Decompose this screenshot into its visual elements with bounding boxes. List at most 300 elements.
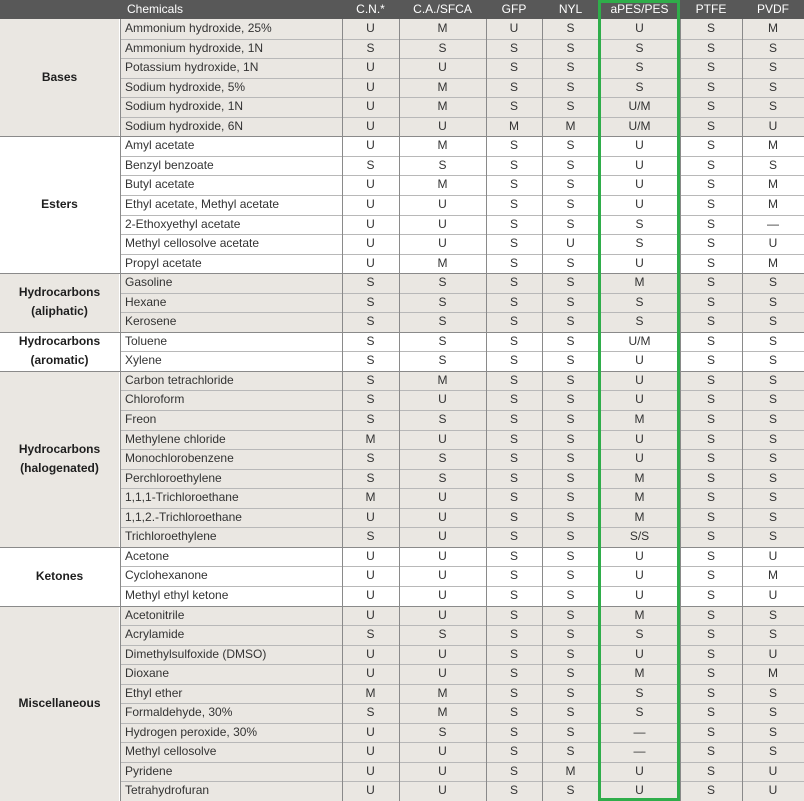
rating-cell: S xyxy=(706,138,715,153)
rating-cell: S xyxy=(742,449,804,469)
rating-cell: M xyxy=(342,430,399,450)
rating-cell: S xyxy=(742,606,804,626)
rating-cell: U xyxy=(635,196,644,211)
rating-cell: S xyxy=(706,353,715,368)
rating-cell: U xyxy=(635,255,644,270)
rating-cell: S xyxy=(680,78,742,98)
rating-cell: S xyxy=(680,508,742,528)
rating-cell: S xyxy=(742,703,804,723)
rating-cell: S xyxy=(342,371,399,391)
category-name-line: Esters xyxy=(41,197,78,212)
rating-cell: S xyxy=(509,548,518,563)
rating-cell: M xyxy=(399,684,486,704)
rating-cell: S xyxy=(680,684,742,704)
rating-cell: S xyxy=(542,781,599,801)
rating-cell: U xyxy=(438,587,447,602)
rating-cell: S xyxy=(706,236,715,251)
row-divider xyxy=(120,254,804,255)
row-divider xyxy=(120,390,804,391)
rating-cell: M xyxy=(768,255,778,270)
row-divider xyxy=(120,312,804,313)
rating-cell: S xyxy=(509,255,518,270)
rating-cell: U xyxy=(342,58,399,78)
rating-cell: S xyxy=(399,723,486,743)
rating-cell: U/M xyxy=(599,117,680,137)
chemical-name: Dimethylsulfoxide (DMSO) xyxy=(120,645,342,665)
rating-cell: U xyxy=(366,177,375,192)
rating-cell: U xyxy=(599,430,680,450)
rating-cell: U xyxy=(742,117,804,137)
rating-cell: S xyxy=(566,255,575,270)
row-divider xyxy=(120,410,804,411)
rating-cell: S xyxy=(680,527,742,547)
rating-cell: U xyxy=(342,508,399,528)
rating-cell: S xyxy=(509,216,518,231)
rating-cell: M xyxy=(599,606,680,626)
column-header-pvdf: PVDF xyxy=(756,2,789,16)
rating-cell: M xyxy=(742,19,804,39)
column-divider xyxy=(486,19,487,801)
chemical-name: Methyl cellosolve xyxy=(120,742,342,762)
rating-cell: S xyxy=(566,353,575,368)
rating-cell: — xyxy=(767,216,779,231)
rating-cell: M xyxy=(742,664,804,684)
rating-cell: S xyxy=(742,684,804,704)
category-name-line: Ketones xyxy=(35,568,84,583)
rating-cell: S xyxy=(680,39,742,59)
rating-cell: S xyxy=(509,236,518,251)
rating-cell: S xyxy=(486,762,542,782)
column-divider xyxy=(120,19,121,801)
rating-cell: M xyxy=(542,762,599,782)
rating-cell: U xyxy=(635,177,644,192)
rating-cell: U xyxy=(438,216,447,231)
rating-cell: S xyxy=(438,333,447,348)
rating-cell: M xyxy=(599,469,680,489)
rating-cell: U xyxy=(342,664,399,684)
rating-cell: S xyxy=(599,78,680,98)
rating-cell: S xyxy=(742,273,804,293)
rating-cell: S xyxy=(542,58,599,78)
chemical-name: Xylene xyxy=(125,353,162,368)
rating-cell: S xyxy=(486,469,542,489)
rating-cell: S xyxy=(680,625,742,645)
rating-cell: S xyxy=(486,312,542,332)
rating-cell: S xyxy=(706,255,715,270)
row-divider xyxy=(120,664,804,665)
rating-cell: S xyxy=(366,333,375,348)
chemical-name: Hydrogen peroxide, 30% xyxy=(120,723,342,743)
chemical-name: Sodium hydroxide, 5% xyxy=(120,78,342,98)
rating-cell: — xyxy=(599,742,680,762)
rating-cell: M xyxy=(599,410,680,430)
category-name xyxy=(36,567,83,586)
rating-cell: U xyxy=(635,353,644,368)
chemical-name: Freon xyxy=(120,410,342,430)
rating-cell: S xyxy=(509,353,518,368)
rating-cell: S xyxy=(542,645,599,665)
rating-cell: S xyxy=(680,469,742,489)
rating-cell: U xyxy=(399,527,486,547)
row-divider xyxy=(120,684,804,685)
rating-cell: U xyxy=(342,606,399,626)
rating-cell: S xyxy=(342,390,399,410)
rating-cell: U xyxy=(635,587,644,602)
rating-cell: U xyxy=(635,548,644,563)
rating-cell: S xyxy=(486,606,542,626)
rating-cell: S xyxy=(635,236,644,251)
rating-cell: U xyxy=(366,568,375,583)
rating-cell: U xyxy=(366,236,375,251)
chemical-name: Ethyl ether xyxy=(120,684,342,704)
rating-cell: S xyxy=(399,273,486,293)
rating-cell: U xyxy=(399,508,486,528)
rating-cell: U xyxy=(342,97,399,117)
rating-cell: U xyxy=(768,548,778,563)
row-divider xyxy=(120,508,804,509)
row-divider xyxy=(120,430,804,431)
rating-cell: U xyxy=(366,196,375,211)
rating-cell: U xyxy=(599,781,680,801)
rating-cell: S/S xyxy=(599,527,680,547)
rating-cell: M xyxy=(768,196,778,211)
rating-cell: U/M xyxy=(628,333,651,348)
rating-cell: S xyxy=(486,293,542,313)
category-name-line: (aromatic) xyxy=(30,353,89,368)
rating-cell: S xyxy=(542,742,599,762)
rating-cell: M xyxy=(768,138,778,153)
rating-cell: S xyxy=(509,157,518,172)
rating-cell: M xyxy=(486,117,542,137)
chemical-name: Ammonium hydroxide, 25% xyxy=(120,19,342,39)
rating-cell: S xyxy=(680,664,742,684)
category-name xyxy=(41,195,78,214)
category-name-line: (halogenated) xyxy=(20,460,99,475)
rating-cell: S xyxy=(438,353,447,368)
rating-cell: S xyxy=(542,469,599,489)
rating-cell: S xyxy=(566,177,575,192)
rating-cell: U xyxy=(438,196,447,211)
row-divider xyxy=(120,527,804,528)
rating-cell: S xyxy=(542,664,599,684)
column-header-ptfe: PTFE xyxy=(695,2,727,16)
rating-cell: M xyxy=(437,138,448,153)
rating-cell: S xyxy=(742,293,804,313)
rating-cell: U xyxy=(399,762,486,782)
row-divider xyxy=(120,234,804,235)
row-divider xyxy=(120,469,804,470)
rating-cell: U xyxy=(599,645,680,665)
category-name xyxy=(19,332,100,370)
rating-cell: U xyxy=(399,58,486,78)
rating-cell: S xyxy=(542,78,599,98)
rating-cell: U xyxy=(342,723,399,743)
rating-cell: S xyxy=(486,390,542,410)
row-divider xyxy=(120,293,804,294)
rating-cell: S xyxy=(599,703,680,723)
rating-cell: S xyxy=(680,19,742,39)
rating-cell: S xyxy=(680,488,742,508)
rating-cell: S xyxy=(342,39,399,59)
chemical-name: 1,1,1-Trichloroethane xyxy=(120,488,342,508)
rating-cell: U xyxy=(366,587,375,602)
rating-cell: U xyxy=(366,216,375,231)
rating-cell: S xyxy=(509,587,518,602)
rating-cell: S xyxy=(542,390,599,410)
rating-cell: S xyxy=(486,371,542,391)
category-name xyxy=(19,283,100,321)
row-divider xyxy=(120,39,804,40)
rating-cell: S xyxy=(680,723,742,743)
category-name-line: Hydrocarbons xyxy=(18,441,101,456)
rating-cell: S xyxy=(742,410,804,430)
column-divider xyxy=(342,19,343,801)
rating-cell: M xyxy=(399,78,486,98)
rating-cell: M xyxy=(768,177,778,192)
rating-cell: S xyxy=(566,548,575,563)
chemical-name: Amyl acetate xyxy=(125,138,195,153)
rating-cell: S xyxy=(486,625,542,645)
rating-cell: U xyxy=(399,606,486,626)
rating-cell: U xyxy=(399,645,486,665)
rating-cell: U xyxy=(486,19,542,39)
row-divider xyxy=(120,351,804,352)
chemical-name: Perchloroethylene xyxy=(120,469,342,489)
rating-cell: S xyxy=(399,410,486,430)
rating-cell: S xyxy=(742,508,804,528)
row-divider xyxy=(120,781,804,782)
rating-cell: S xyxy=(342,293,399,313)
chemical-name: Acetone xyxy=(125,548,170,563)
category-label xyxy=(0,136,119,273)
chemical-name: Propyl acetate xyxy=(125,255,202,270)
category-name-line: Bases xyxy=(41,70,78,85)
rating-cell: U xyxy=(599,449,680,469)
rating-cell: S xyxy=(680,606,742,626)
rating-cell: S xyxy=(486,97,542,117)
rating-cell: U xyxy=(438,236,447,251)
rating-cell: M xyxy=(542,117,599,137)
row-divider xyxy=(120,645,804,646)
rating-cell: U xyxy=(399,488,486,508)
rating-cell: S xyxy=(542,606,599,626)
rating-cell: M xyxy=(342,488,399,508)
category-label xyxy=(0,371,119,547)
rating-cell: M xyxy=(399,19,486,39)
rating-cell: S xyxy=(486,527,542,547)
chemical-name: Chloroform xyxy=(120,390,342,410)
rating-cell: S xyxy=(566,216,575,231)
rating-cell: S xyxy=(486,723,542,743)
category-label xyxy=(0,332,119,371)
rating-cell: S xyxy=(342,703,399,723)
rating-cell: S xyxy=(706,333,715,348)
rating-cell: S xyxy=(599,58,680,78)
rating-cell: S xyxy=(542,684,599,704)
rating-cell: S xyxy=(680,390,742,410)
rating-cell: S xyxy=(566,196,575,211)
rating-cell: S xyxy=(566,333,575,348)
row-divider xyxy=(120,156,804,157)
row-divider xyxy=(120,97,804,98)
rating-cell: S xyxy=(768,353,777,368)
rating-cell: U xyxy=(599,19,680,39)
column-divider xyxy=(680,19,681,801)
rating-cell: S xyxy=(742,742,804,762)
chemical-name: Formaldehyde, 30% xyxy=(120,703,342,723)
category-label xyxy=(0,273,119,332)
rating-cell: S xyxy=(542,273,599,293)
rating-cell: U xyxy=(342,781,399,801)
row-divider xyxy=(120,117,804,118)
category-name-line: Miscellaneous xyxy=(18,695,101,710)
rating-cell: S xyxy=(542,293,599,313)
rating-cell: S xyxy=(542,625,599,645)
rating-cell: S xyxy=(680,410,742,430)
rating-cell: S xyxy=(706,548,715,563)
chemical-name: Tetrahydrofuran xyxy=(120,781,342,801)
rating-cell: S xyxy=(680,703,742,723)
rating-cell: S xyxy=(742,390,804,410)
row-divider xyxy=(120,586,804,587)
rating-cell: U xyxy=(366,255,375,270)
rating-cell: S xyxy=(399,625,486,645)
rating-cell: U xyxy=(635,568,644,583)
category-name xyxy=(42,68,77,87)
rating-cell: U xyxy=(438,568,447,583)
rating-cell: S xyxy=(438,157,447,172)
rating-cell: S xyxy=(706,568,715,583)
rating-cell: S xyxy=(706,157,715,172)
rating-cell: U xyxy=(399,664,486,684)
rating-cell: S xyxy=(486,39,542,59)
rating-cell: S xyxy=(542,312,599,332)
rating-cell: M xyxy=(599,508,680,528)
rating-cell: U xyxy=(366,548,375,563)
rating-cell: S xyxy=(509,196,518,211)
row-divider xyxy=(120,742,804,743)
rating-cell: U xyxy=(399,117,486,137)
rating-cell: U xyxy=(768,236,778,251)
rating-cell: S xyxy=(566,587,575,602)
column-divider xyxy=(542,19,543,801)
chemical-name: Cyclohexanone xyxy=(125,568,208,583)
rating-cell: S xyxy=(542,410,599,430)
rating-cell: S xyxy=(486,664,542,684)
row-divider xyxy=(120,566,804,567)
rating-cell: S xyxy=(486,273,542,293)
rating-cell: S xyxy=(486,703,542,723)
rating-cell: S xyxy=(680,312,742,332)
chemical-name: Trichloroethylene xyxy=(120,527,342,547)
rating-cell: S xyxy=(742,488,804,508)
row-divider xyxy=(120,58,804,59)
rating-cell: S xyxy=(706,177,715,192)
rating-cell: U xyxy=(599,390,680,410)
chemical-name: 1,1,2.-Trichloroethane xyxy=(120,508,342,528)
rating-cell: S xyxy=(599,625,680,645)
rating-cell: S xyxy=(680,117,742,137)
rating-cell: M xyxy=(342,684,399,704)
category-label xyxy=(0,606,119,801)
rating-cell: S xyxy=(399,449,486,469)
rating-cell: S xyxy=(486,430,542,450)
rating-cell: S xyxy=(680,781,742,801)
rating-cell: S xyxy=(566,568,575,583)
rating-cell: S xyxy=(542,723,599,743)
rating-cell: S xyxy=(486,78,542,98)
rating-cell: S xyxy=(342,625,399,645)
chemical-name: Ammonium hydroxide, 1N xyxy=(120,39,342,59)
rating-cell: S xyxy=(742,58,804,78)
column-header-nyl: NYL xyxy=(558,2,583,16)
rating-cell: U xyxy=(742,781,804,801)
rating-cell: S xyxy=(680,293,742,313)
category-name-line: Hydrocarbons xyxy=(18,285,101,300)
chemical-name: Acrylamide xyxy=(120,625,342,645)
category-label xyxy=(0,19,119,136)
rating-cell: S xyxy=(509,138,518,153)
rating-cell: S xyxy=(509,177,518,192)
column-header-gfp: GFP xyxy=(501,2,527,16)
rating-cell: U xyxy=(438,548,447,563)
rating-cell: S xyxy=(742,78,804,98)
rating-cell: S xyxy=(599,39,680,59)
rating-cell: S xyxy=(680,645,742,665)
rating-cell: S xyxy=(366,353,375,368)
rating-cell: U xyxy=(342,78,399,98)
rating-cell: S xyxy=(486,742,542,762)
chemical-name: Monochlorobenzene xyxy=(120,449,342,469)
rating-cell: U xyxy=(599,762,680,782)
rating-cell: U xyxy=(366,138,375,153)
chemical-name: Acetonitrile xyxy=(120,606,342,626)
rating-cell: S xyxy=(542,19,599,39)
rating-cell: S xyxy=(599,684,680,704)
rating-cell: S xyxy=(742,723,804,743)
rating-cell: S xyxy=(509,333,518,348)
rating-cell: M xyxy=(599,273,680,293)
row-divider xyxy=(120,723,804,724)
rating-cell: U xyxy=(342,117,399,137)
rating-cell: S xyxy=(342,527,399,547)
rating-cell: S xyxy=(486,645,542,665)
rating-cell: S xyxy=(486,508,542,528)
category-name-line: (aliphatic) xyxy=(31,304,88,319)
rating-cell: U xyxy=(742,762,804,782)
rating-cell: S xyxy=(706,216,715,231)
rating-cell: S xyxy=(566,157,575,172)
rating-cell: U xyxy=(768,587,778,602)
rating-cell: S xyxy=(399,312,486,332)
rating-cell: M xyxy=(399,97,486,117)
rating-cell: S xyxy=(742,527,804,547)
rating-cell: S xyxy=(542,371,599,391)
category-label xyxy=(0,547,119,606)
chemical-name: Dioxane xyxy=(120,664,342,684)
rating-cell: S xyxy=(542,508,599,528)
row-divider xyxy=(120,488,804,489)
chemical-name: Toluene xyxy=(125,333,168,348)
rating-cell: S xyxy=(542,39,599,59)
chemical-name: 2-Ethoxyethyl acetate xyxy=(125,216,241,231)
rating-cell: S xyxy=(680,58,742,78)
rating-cell: S xyxy=(742,97,804,117)
row-divider xyxy=(120,762,804,763)
rating-cell: S xyxy=(486,449,542,469)
rating-cell: S xyxy=(680,97,742,117)
column-divider xyxy=(742,19,743,801)
